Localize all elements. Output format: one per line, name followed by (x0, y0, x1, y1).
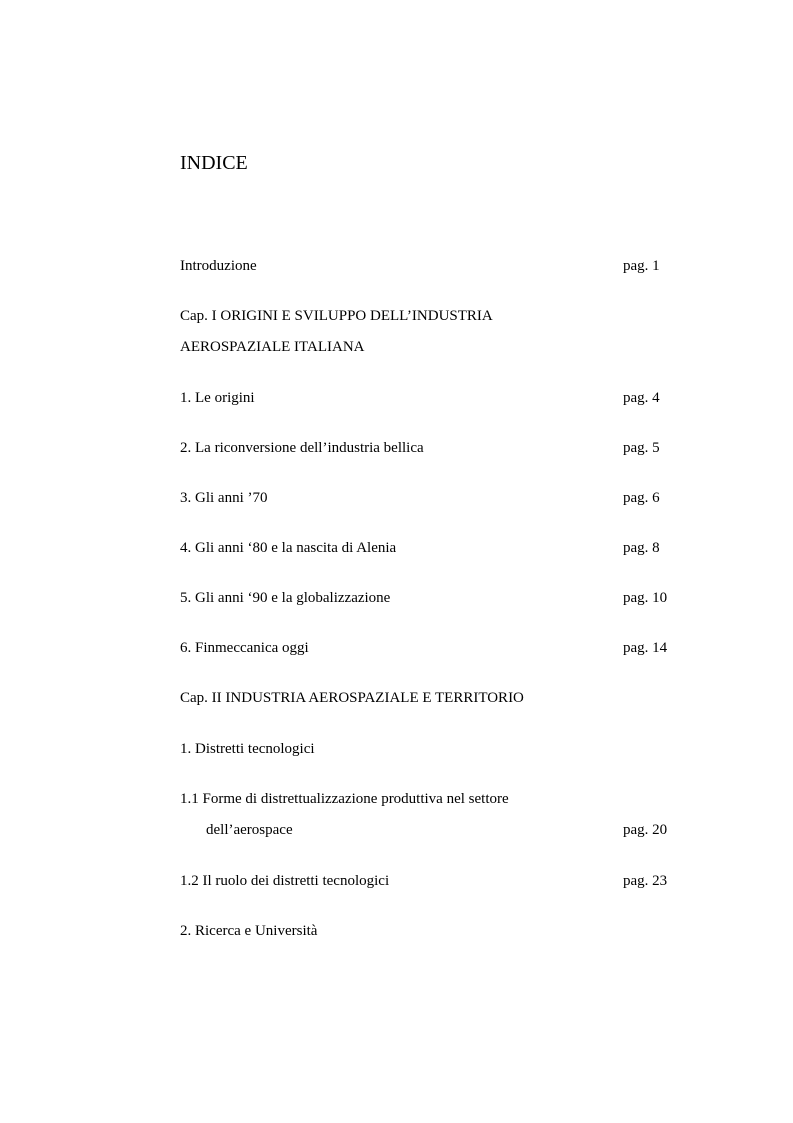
toc-entry: 1. Le origini (180, 390, 255, 406)
toc-page-number: pag. 23 (623, 873, 668, 889)
toc-entry-continued: dell’aerospace (206, 822, 293, 838)
toc-page-number: pag. 4 (623, 390, 660, 406)
toc-entry: 2. Ricerca e Università (180, 923, 318, 939)
toc-page-number: pag. 20 (623, 822, 668, 838)
toc-page-number: pag. 1 (623, 258, 660, 274)
toc-entry: 1.1 Forme di distrettualizzazione produttiva nel settore (180, 791, 509, 807)
toc-entry: 6. Finmeccanica oggi (180, 640, 309, 656)
page-title: INDICE (180, 152, 248, 174)
toc-entry: 2. La riconversione dell’industria bellica (180, 440, 424, 456)
toc-entry: 1.2 Il ruolo dei distretti tecnologici (180, 873, 390, 889)
toc-page-number: pag. 6 (623, 490, 660, 506)
toc-entry: 1. Distretti tecnologici (180, 741, 315, 757)
chapter-heading-2: Cap. II INDUSTRIA AEROSPAZIALE E TERRITORIO (180, 690, 524, 706)
toc-page-number: pag. 8 (623, 540, 660, 556)
toc-entry: 5. Gli anni ‘90 e la globalizzazione (180, 590, 391, 606)
toc-entry: 4. Gli anni ‘80 e la nascita di Alenia (180, 540, 397, 556)
toc-page-number: pag. 14 (623, 640, 668, 656)
toc-entry: 3. Gli anni ’70 (180, 490, 268, 506)
toc-entry-introduzione: Introduzione (180, 258, 257, 274)
toc-page-number: pag. 10 (623, 590, 668, 606)
chapter-heading-1-continued: AEROSPAZIALE ITALIANA (180, 339, 365, 355)
chapter-heading-1: Cap. I ORIGINI E SVILUPPO DELL’INDUSTRIA (180, 308, 493, 324)
toc-page-number: pag. 5 (623, 440, 660, 456)
